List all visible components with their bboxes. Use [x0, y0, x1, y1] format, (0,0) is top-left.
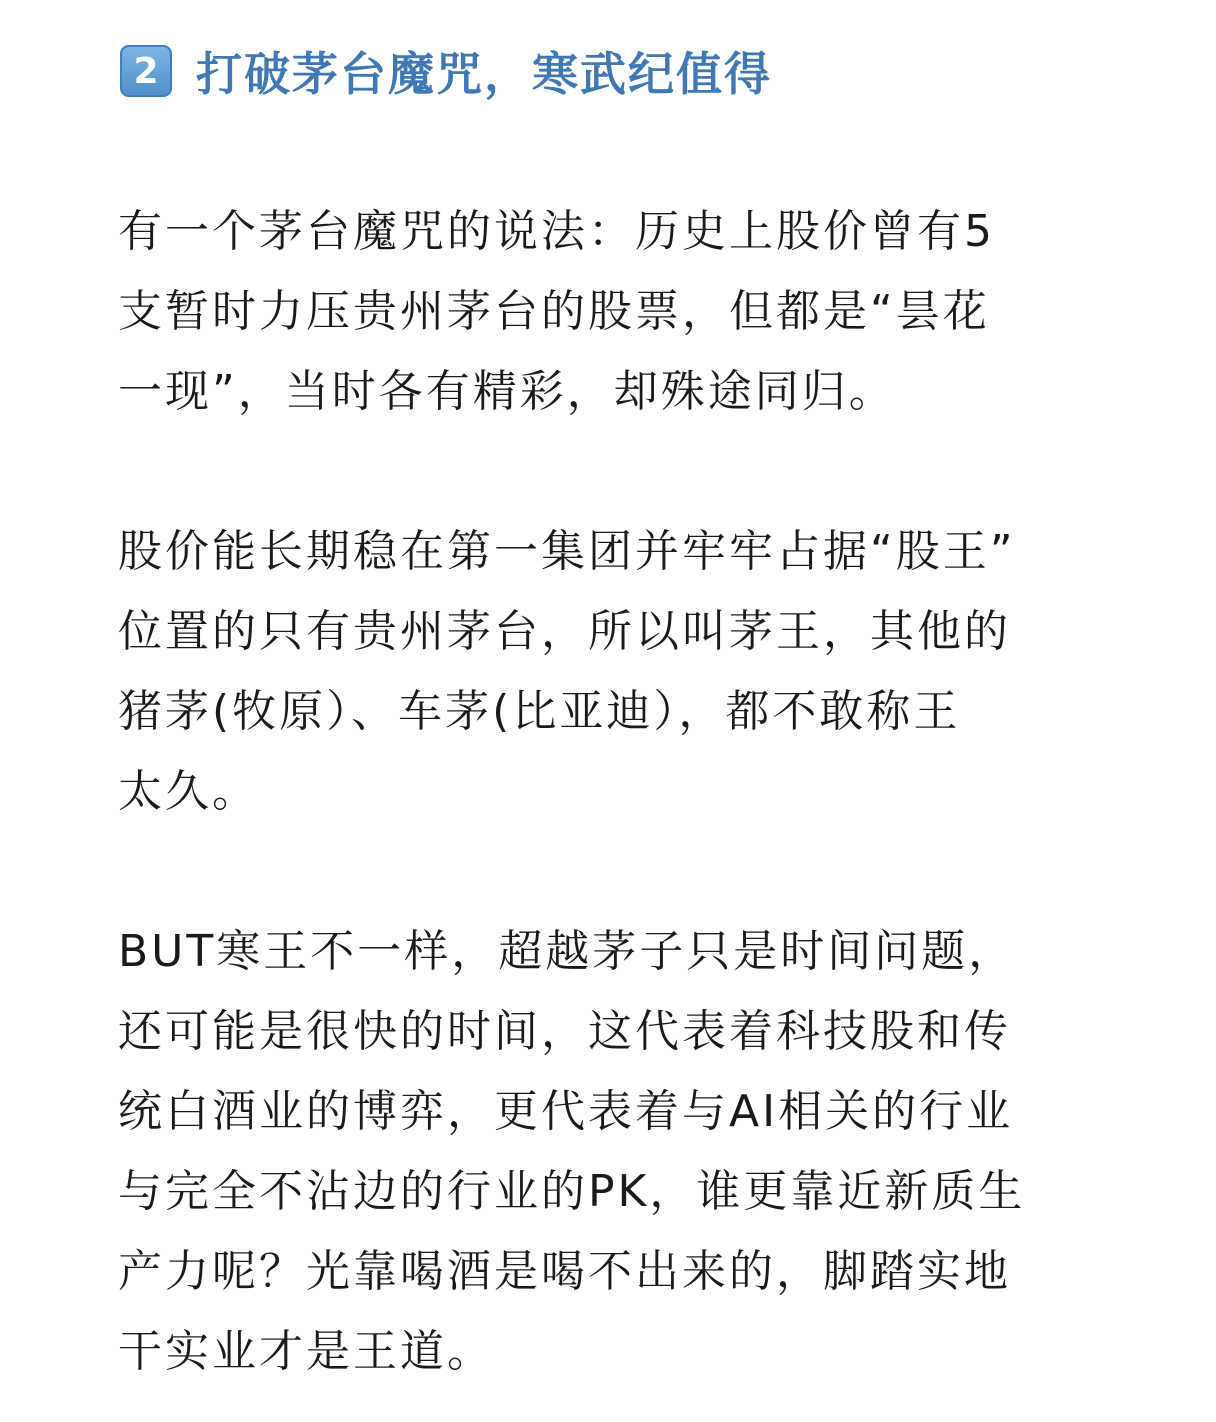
- section-title: 打破茅台魔咒，寒武纪值得: [196, 47, 772, 101]
- text-line: 猪茅(牧原）、车茅(比亚迪），都不敢称王: [118, 686, 961, 737]
- text-line: 太久。: [118, 766, 259, 817]
- text-line: 支暂时力压贵州茅台的股票，但都是“昙花: [118, 286, 990, 337]
- text-line: 一现”，当时各有精彩，却殊途同归。: [118, 366, 896, 417]
- text-line: 统白酒业的博弈，更代表着与AI相关的行业: [118, 1086, 1014, 1137]
- text-line: 股价能长期稳在第一集团并牢牢占据“股王”: [118, 526, 1016, 577]
- text-line: BUT寒王不一样，超越茅子只是时间问题，: [118, 926, 1016, 977]
- section-heading: [120, 38, 772, 104]
- number-2-icon: 2: [120, 45, 172, 97]
- paragraph-3: [118, 912, 1108, 1392]
- text-line: 位置的只有贵州茅台，所以叫茅王，其他的: [118, 606, 1011, 657]
- text-line: 与完全不沾边的行业的PK，谁更靠近新质生: [118, 1166, 1026, 1217]
- text-line: 产力呢？光靠喝酒是喝不出来的，脚踏实地: [118, 1246, 1011, 1297]
- text-line: 还可能是很快的时间，这代表着科技股和传: [118, 1006, 1011, 1057]
- paragraph-1: [118, 192, 1108, 432]
- text-line: 干实业才是王道。: [118, 1326, 494, 1377]
- paragraph-2: [118, 512, 1108, 832]
- text-line: 有一个茅台魔咒的说法：历史上股价曾有5: [118, 206, 995, 257]
